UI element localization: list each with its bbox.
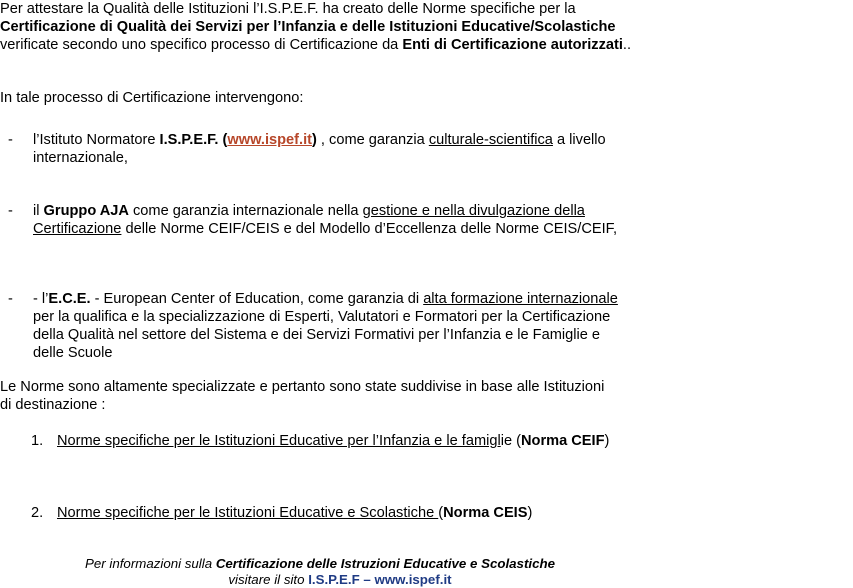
bullet-item-ispef: [33, 131, 633, 167]
footer-text: visitare il sito: [228, 572, 309, 587]
bullet-text: , come garanzia: [316, 132, 429, 148]
bullet-text: delle Norme CEIF/CEIS e del Modello d’Eccellenza delle Norme CEIS/CEIF,: [121, 221, 617, 237]
norm-text: ): [604, 433, 610, 449]
bullet-dash: -: [8, 132, 13, 148]
bullet-text: - European Center of Education, come garanzia di: [90, 291, 424, 307]
footer-text: Per informazioni sulla: [85, 556, 216, 571]
footer-site-link[interactable]: I.S.P.E.F – www.ispef.it: [308, 572, 452, 587]
bullet-bold: Gruppo AJA: [43, 203, 129, 219]
bullet-text: per la qualifica e la specializzazione di Esperti, Valutatori e Formatori per la Certificazione della Qualità nel settore del Sistema e dei Servizi Formativi per l’Infanzia e le Famiglie e delle Scuole: [33, 309, 611, 361]
bullet-bold: E.C.E.: [48, 291, 91, 307]
norm-text: (: [438, 505, 444, 521]
bullet-text: - l’: [33, 291, 49, 307]
intro-text-3: ..: [622, 37, 632, 53]
intro-paragraph: [0, 0, 640, 54]
bullet-bold-close: ): [312, 132, 317, 148]
norm-item-ceis: [57, 504, 657, 522]
intro-text-2: verificate secondo uno specifico processo di Certificazione da: [0, 37, 403, 53]
intro-bold-certification: Certificazione di Qualità dei Servizi per l’Infanzia e delle Istituzioni Educative/Scolastiche: [0, 19, 616, 35]
bullet-text: come garanzia internazionale nella: [128, 203, 363, 219]
intro-text-1: Per attestare la Qualità delle Istituzioni l’I.S.P.E.F. ha creato delle Norme specifiche per la: [0, 1, 576, 17]
footer-line-2: [0, 572, 640, 588]
norm-text: ): [527, 505, 533, 521]
bullet-underlined: alta formazione internazionale: [423, 291, 618, 307]
norm-underlined: Norme specifiche per le Istituzioni Educative e Scolastiche: [57, 505, 439, 521]
bullet-bold: I.S.P.E.F. (: [159, 132, 228, 148]
norm-bold: Norma CEIF: [520, 433, 605, 449]
bullet-dash: -: [8, 203, 13, 219]
bullet-item-aja: [33, 202, 643, 238]
norm-number: 2.: [31, 505, 44, 521]
bullet-underlined: culturale-scientifica: [428, 132, 553, 148]
footer-bold: Certificazione delle Istruzioni Educative e Scolastiche: [215, 556, 555, 571]
norm-underlined: Norme specifiche per le Istituzioni Educative per l’Infanzia e le famigl: [57, 433, 501, 449]
norms-paragraph: Le Norme sono altamente specializzate e pertanto sono state suddivise in base alle Istituzioni di destinazione :: [0, 379, 605, 413]
bullet-dash: -: [8, 291, 13, 307]
bullet-underlined: gestione e nella divulgazione della Certificazione: [33, 203, 585, 237]
bullet-text: il: [33, 203, 44, 219]
footer-line-1: [0, 556, 640, 572]
bullet-text: a livello internazionale,: [33, 132, 606, 166]
norm-number: 1.: [31, 433, 44, 449]
norm-text: ie (: [500, 433, 521, 449]
process-heading: In tale processo di Certificazione intervengono:: [0, 90, 304, 106]
ispef-link[interactable]: www.ispef.it: [227, 132, 312, 148]
bullet-text: l’Istituto Normatore: [33, 132, 160, 148]
norm-item-ceif: [57, 432, 632, 450]
intro-bold-entities: Enti di Certificazione autorizzati: [402, 37, 623, 53]
bullet-item-ece: [33, 290, 633, 362]
norm-bold: Norma CEIS: [443, 505, 528, 521]
footer-info: [0, 556, 640, 588]
